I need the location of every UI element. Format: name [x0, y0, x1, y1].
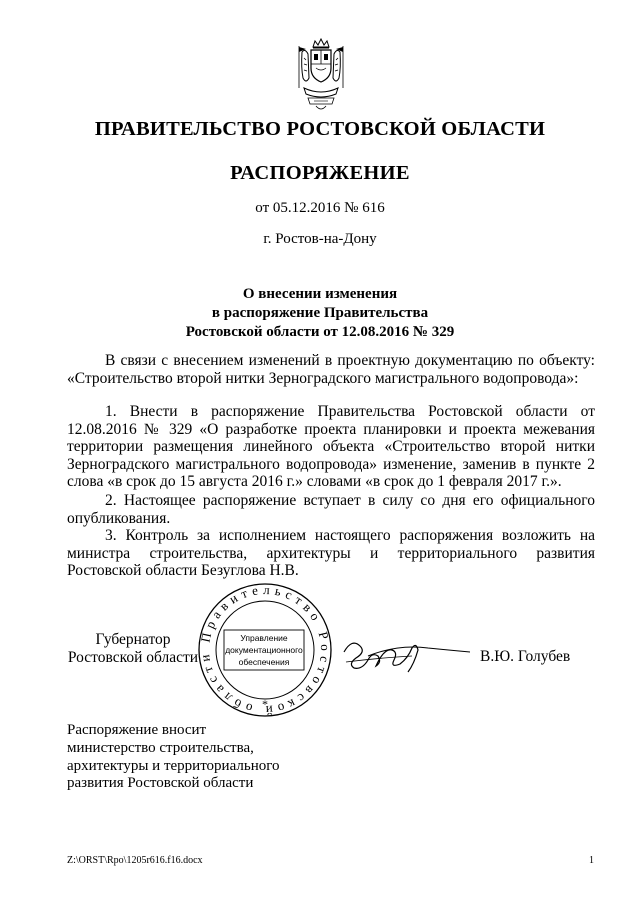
document-subject: [0, 285, 640, 342]
signatory-title-line: Губернатор: [95, 631, 171, 648]
stamp-inner-text: Управление: [240, 633, 288, 643]
subject-line: Ростовской области от 12.08.2016 № 329: [185, 324, 455, 340]
clause-1-paragraph: 1. Внести в распоряжение Правительства Ростовской области от 12.08.2016 № 329 «О разработке проекта планировки и проекта межевания территории размещения линейного объекта «Строительство второй нитки Зерноградского магистрального водопровода» изменение, заменив в пункте 2 слова «в срок до 15 августа 2016 г.» словами «в срок до 1 февраля 2017 г.».: [67, 403, 595, 491]
organization-title: ПРАВИТЕЛЬСТВО РОСТОВСКОЙ ОБЛАСТИ: [94, 118, 546, 140]
submitted-by-line: Распоряжение вносит: [67, 722, 207, 738]
submitted-by-line: министерство строительства,: [67, 739, 254, 756]
footer-file-path: Z:\ORST\Rpo\1205r616.f16.docx: [67, 855, 203, 866]
official-stamp: [197, 583, 333, 718]
clause-2-paragraph: 2. Настоящее распоряжение вступает в силу со дня его официального опубликования.: [67, 492, 595, 527]
submitted-by-line: развития Ростовской области: [67, 775, 254, 792]
stamp-star: *: [262, 697, 268, 711]
stamp-ring-text: Правительство Ростовской области: [197, 583, 333, 718]
stamp-inner-text: документационного: [225, 645, 303, 655]
subject-line: в распоряжение Правительства: [211, 305, 429, 321]
document-city: г. Ростов-на-Дону: [263, 231, 377, 247]
preamble-paragraph: В связи с внесением изменений в проектную документацию по объекту: «Строительство второй нитки Зерноградского магистрального водопровода»:: [67, 352, 595, 387]
signatory-title: [67, 631, 199, 667]
document-type-title: РАСПОРЯЖЕНИЕ: [230, 162, 410, 184]
stamp-inner-text: обеспечения: [238, 657, 290, 667]
signatory-title-line: Ростовской области: [67, 649, 199, 666]
submitted-by-block: [67, 722, 327, 793]
handwritten-signature: [338, 634, 474, 676]
signatory-name: В.Ю. Голубев: [480, 648, 571, 665]
clause-3-paragraph: 3. Контроль за исполнением настоящего распоряжения возложить на министра строительства, архитектуры и территориального развития Ростовской области Безуглова Н.В.: [67, 527, 595, 580]
coat-of-arms-icon: [296, 38, 346, 118]
page-number: 1: [589, 855, 594, 866]
submitted-by-line: архитектуры и территориального: [67, 757, 280, 774]
document-date-number: от 05.12.2016 № 616: [255, 200, 385, 216]
subject-line: О внесении изменения: [242, 286, 398, 302]
